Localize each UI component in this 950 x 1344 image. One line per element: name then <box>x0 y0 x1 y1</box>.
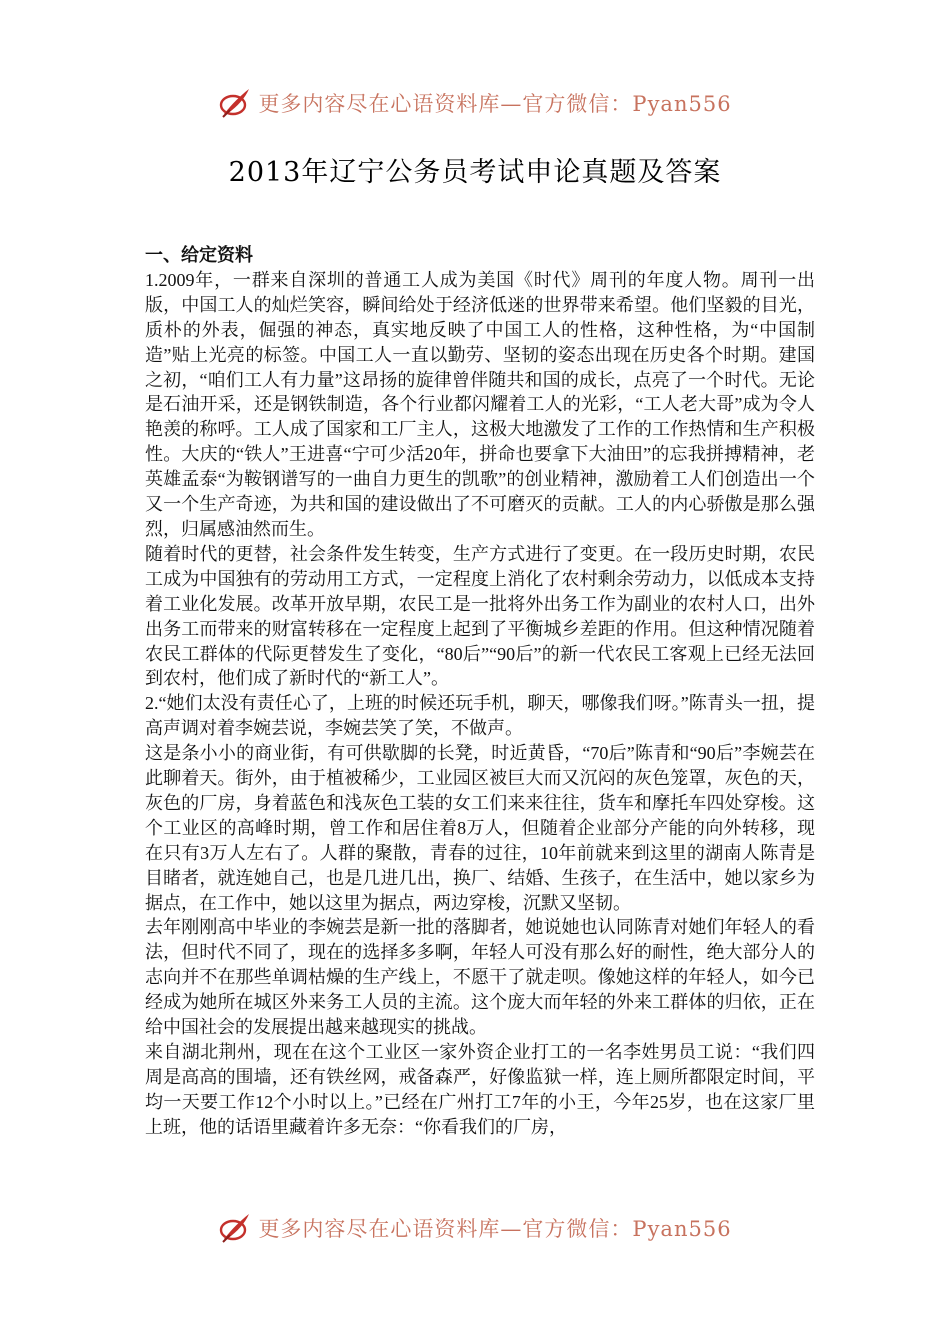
feather-pen-icon <box>218 86 252 120</box>
paragraph: 这是条小小的商业街，有可供歇脚的长凳，时近黄昏，“70后”陈青和“90后”李婉芸在此聊着天。街外，由于植被稀少，工业园区被巨大而又沉闷的灰色笼罩，灰色的天，灰色的厂房，身着蓝色和浅灰色工装的女工们来来往往，货车和摩托车四处穿梭。这个工业区的高峰时期，曾工作和居住着8万人，但随着企业部分产能的向外转移，现在只有3万人左右了。人群的聚散，青春的过往，10年前就来到这里的湖南人陈青是目睹者，就连她自己，也是几进几出，换厂、结婚、生孩子，在生活中，她以家乡为据点，在工作中，她以这里为据点，两边穿梭，沉默又坚韧。 <box>145 743 815 913</box>
paragraph: 2.“她们太没有责任心了，上班的时候还玩手机，聊天，哪像我们呀。”陈青头一扭，提高声调对着李婉芸说，李婉芸笑了笑，不做声。 <box>145 693 815 739</box>
header-watermark-banner <box>0 78 950 128</box>
paragraph: 1.2009年，一群来自深圳的普通工人成为美国《时代》周刊的年度人物。周刊一出版，中国工人的灿烂笑容，瞬间给处于经济低迷的世界带来希望。他们坚毅的目光，质朴的外表，倔强的神态，真实地反映了中国工人的性格，这种性格，为“中国制造”贴上光亮的标签。中国工人一直以勤劳、坚韧的姿态出现在历史各个时期。建国之初，“咱们工人有力量”这昂扬的旋律曾伴随共和国的成长，点亮了一个时代。无论是石油开采，还是钢铁制造，各个行业都闪耀着工人的光彩，“工人老大哥”成为令人艳羡的称呼。工人成了国家和工厂主人，这极大地激发了工作的工作热情和生产积极性。大庆的“铁人”王进喜“宁可少活20年，拼命也要拿下大油田”的忘我拼搏精神，老英雄孟泰“为鞍钢谱写的一曲自力更生的凯歌”的创业精神，激励着工人们创造出一个又一个生产奇迹，为共和国的建设做出了不可磨灭的贡献。工人的内心骄傲是那么强烈，归属感油然而生。 <box>145 269 815 539</box>
paragraph: 来自湖北荆州，现在在这个工业区一家外资企业打工的一名李姓男员工说：“我们四周是高高的围墙，还有铁丝网，戒备森严，好像监狱一样，连上厕所都限定时间，平均一天要工作12个小时以上。”已经在广州打工7年的小王，今年25岁，也在这家厂里上班，他的话语里藏着许多无奈：“你看我们的厂房， <box>145 1042 815 1137</box>
footer-watermark-banner <box>0 1203 950 1253</box>
paragraph: 随着时代的更替，社会条件发生转变，生产方式进行了变更。在一段历史时期，农民工成为中国独有的劳动用工方式，一定程度上消化了农村剩余劳动力，以低成本支持着工业化发展。改革开放早期，农民工是一批将外出务工作为副业的农村人口，出外出务工而带来的财富转移在一定程度上起到了平衡城乡差距的作用。但这种情况随着农民工群体的代际更替发生了变化，“80后”“90后”的新一代农民工客观上已经无法回到农村，他们成了新时代的“新工人”。 <box>145 543 815 689</box>
feather-pen-icon <box>218 1211 252 1245</box>
banner-text: 更多内容尽在心语资料库—官方微信：Pyan556 <box>258 92 732 116</box>
document-body <box>145 243 815 1140</box>
section-heading: 一、给定资料 <box>145 245 253 265</box>
banner-text: 更多内容尽在心语资料库—官方微信：Pyan556 <box>258 1217 732 1241</box>
paragraph: 去年刚刚高中毕业的李婉芸是新一批的落脚者，她说她也认同陈青对她们年轻人的看法，但时代不同了，现在的选择多多啊，年轻人可没有那么好的耐性，绝大部分人的志向并不在那些单调枯燥的生产线上，不愿干了就走呗。像她这样的年轻人，如今已经成为她所在城区外来务工人员的主流。这个庞大而年轻的外来工群体的归依，正在给中国社会的发展提出越来越现实的挑战。 <box>145 917 815 1038</box>
document-title: 2013年辽宁公务员考试申论真题及答案 <box>228 157 722 188</box>
